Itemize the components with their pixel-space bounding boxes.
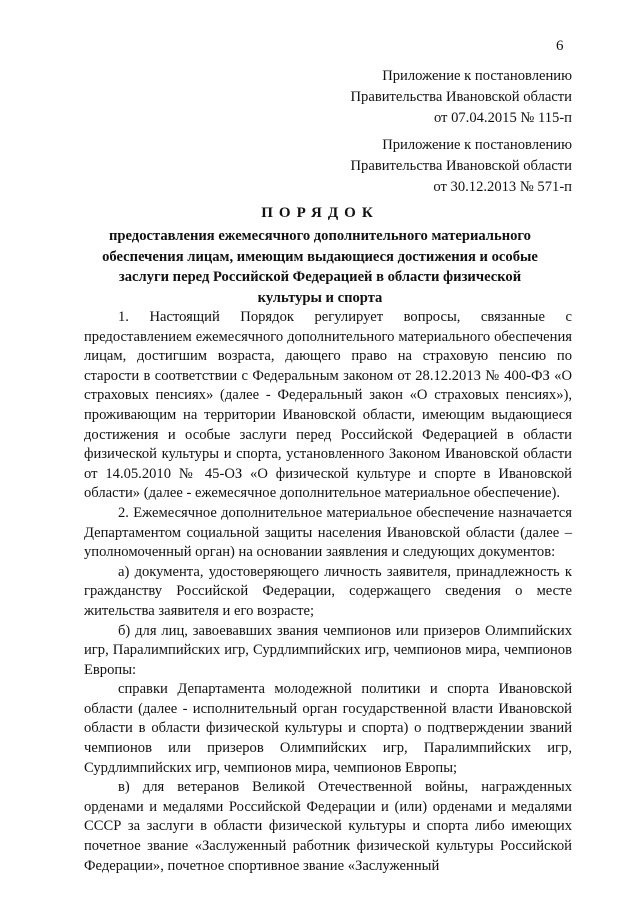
appendix-header-original <box>351 135 572 198</box>
appendix-header-current <box>351 66 572 129</box>
paragraph: 2. Ежемесячное дополнительное материальное обеспечение назначается Департаментом социальной защиты населения Ивановской области (далее – уполномоченный орган) на основании заявления и следующих документов: <box>84 504 572 561</box>
paragraph: б) для лиц, завоевавших звания чемпионов или призеров Олимпийских игр, Паралимпийских игр, Сурдлимпийских игр, чемпионов мира, чемпионов Европы: <box>84 622 572 678</box>
page-number: 6 <box>556 38 564 54</box>
appendix-line-2: Правительства Ивановской области <box>350 158 572 174</box>
paragraph: в) для ветеранов Великой Отечественной войны, награжденных орденами и медалями Российской Федерации и (или) орденами и медалями СССР за заслуги в области физической культуры и спорта либо имеющих почетное звание «Заслуженный работник физической культуры Российской Федерации», почетное спортивное звание «Заслуженный <box>84 779 572 874</box>
appendix-line-3: от 07.04.2015 № 115-п <box>433 110 572 126</box>
document-subtitle: предоставления ежемесячного дополнительного материального обеспечения лицам, имеющим выдающиеся достижения и особые заслуги перед Российской Федерацией в области физической культуры и спорта <box>102 228 538 306</box>
document-body <box>84 308 572 876</box>
document-title: ПОРЯДОК <box>261 205 379 221</box>
appendix-line-3: от 30.12.2013 № 571-п <box>433 179 572 195</box>
paragraph: 1. Настоящий Порядок регулирует вопросы, связанные с предоставлением ежемесячного дополнительного материального обеспечения лицам, достигшим возраста, дающего право на страховую пенсию по старости в соответствии с Федеральным законом от 28.12.2013 № 400-ФЗ «О страховых пенсиях» (далее - Федеральный закон «О страховых пенсиях»), проживающим на территории Ивановской области, имеющим выдающиеся достижения и особые заслуги перед Российской Федерацией в области физической культуры и спорта, установленного Законом Ивановской области от 14.05.2010 № 45-ОЗ «О физической культуре и спорте в Ивановской области» (далее - ежемесячное дополнительное материальное обеспечение). <box>84 309 572 502</box>
appendix-line-1: Приложение к постановлению <box>382 137 572 153</box>
appendix-line-1: Приложение к постановлению <box>382 68 572 84</box>
paragraph: а) документа, удостоверяющего личность заявителя, принадлежность к гражданству Российской Федерации, содержащего сведения о месте жительства заявителя и его возрасте; <box>84 563 572 619</box>
appendix-line-2: Правительства Ивановской области <box>350 89 572 105</box>
paragraph: справки Департамента молодежной политики и спорта Ивановской области (далее - исполнительный орган государственной власти Ивановской области в области физической культуры и спорта) о подтверждении званий чемпионов или призеров Олимпийских игр, Паралимпийских игр, Сурдлимпийских игр, чемпионов мира, чемпионов Европы; <box>84 681 572 776</box>
